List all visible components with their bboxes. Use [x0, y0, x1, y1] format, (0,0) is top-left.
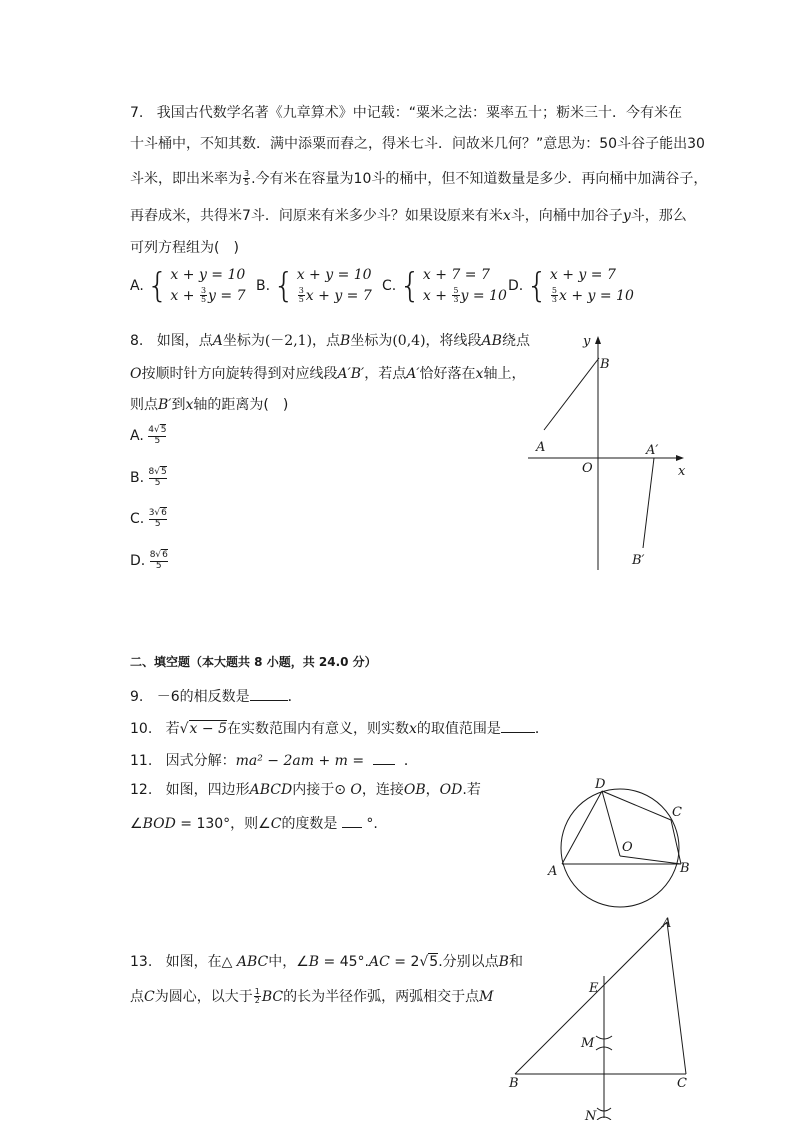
option-label: B. — [256, 277, 271, 294]
q7-line-5 — [130, 241, 239, 255]
q10-text: ． — [534, 721, 549, 737]
circle-symbol-icon: ⊙ — [334, 782, 346, 798]
label-b: B — [509, 1076, 519, 1091]
q13-fraction: $\frac{1}{2}$ — [254, 987, 260, 1006]
q12-var: C — [270, 816, 282, 832]
q7-text-4a: 再舂成米，共得米7斗．问原来有米多少斗？如果设原来有米 — [130, 208, 503, 224]
q8-text: 按顺时针方向旋转得到对应线段 — [141, 366, 338, 382]
q13-var: B — [498, 954, 509, 970]
q11-text: ． — [403, 753, 418, 769]
q10-var: x — [408, 721, 417, 737]
q8-text: 坐标为 — [350, 333, 393, 349]
q7-option-c[interactable] — [382, 267, 507, 305]
q7-var-y: y — [622, 208, 631, 224]
equation-row-1: x + y = 10 — [296, 267, 372, 283]
q13-var: M — [479, 988, 494, 1005]
side-ab — [515, 922, 667, 1074]
q10-radicand: x − 5 — [189, 721, 227, 737]
q8-var: A — [212, 333, 223, 349]
brace-icon: { — [146, 265, 169, 306]
q8-text: 恰好落在 — [419, 366, 476, 382]
q10-text: 在实数范围内有意义，则实数 — [226, 721, 409, 737]
label-x: x — [678, 464, 686, 479]
label-b: B — [680, 861, 690, 876]
option-label: C. — [130, 511, 145, 528]
q10-text: 的取值范围是 — [416, 721, 501, 737]
segment-od — [602, 791, 620, 856]
chord-cb — [671, 820, 681, 864]
q11 — [130, 751, 418, 768]
q12-text: .若 — [462, 782, 481, 798]
q8-var: B′ — [158, 397, 172, 413]
label-o: O — [622, 840, 633, 855]
q8-text: 到 — [171, 397, 186, 413]
option-label: D. — [508, 277, 524, 294]
q12-text: ， — [425, 782, 440, 798]
label-m: M — [581, 1036, 595, 1051]
brace-icon: { — [399, 265, 421, 306]
label-e: E — [589, 981, 599, 996]
q13-number: 13. — [130, 954, 153, 970]
q7-frac-num: 3 — [244, 169, 250, 178]
brace-icon: { — [273, 265, 295, 306]
q12-var: ABCD — [249, 782, 293, 798]
q7-number: 7. — [130, 105, 144, 121]
q12-line-1 — [130, 783, 481, 797]
q7-option-b[interactable] — [256, 267, 372, 305]
option-fraction: 3√6 5 — [148, 508, 167, 529]
q10: 10. 若√x − 5在实数范围内有意义，则实数x的取值范围是 ． — [130, 721, 549, 737]
q12-var: O — [350, 782, 362, 798]
label-a: A — [662, 916, 672, 931]
label-c: C — [672, 805, 682, 820]
brace-icon: { — [526, 265, 548, 306]
side-ac — [667, 922, 686, 1074]
q8-coord-b: (0,4) — [392, 333, 426, 349]
label-n: N — [585, 1109, 597, 1120]
label-a: A — [548, 864, 558, 879]
q12-text: 的度数是 — [281, 816, 338, 832]
q8-option-b[interactable] — [130, 468, 167, 489]
q7-var-x: x — [502, 208, 511, 224]
q12-text: = 130°，则∠ — [175, 816, 271, 832]
label-a: A — [536, 440, 546, 455]
equation-row-2: x + $\frac{3}{5}$ y = 7 — [170, 286, 246, 305]
q13-var: ABC — [236, 954, 269, 970]
option-label: D. — [130, 553, 146, 570]
q7-text-5: 可列方程组为( ) — [130, 240, 239, 256]
q13-var: AC — [369, 954, 390, 970]
label-b-prime: B′ — [632, 553, 645, 568]
q10-number: 10. — [130, 721, 153, 737]
label-o: O — [582, 461, 593, 476]
equation-row-1: x + y = 7 — [549, 267, 616, 283]
q13-triangle-figure — [505, 912, 705, 1120]
q12-answer-blank[interactable] — [342, 814, 362, 828]
q8-text: ，点 — [312, 333, 341, 349]
option-label: C. — [382, 277, 397, 294]
q7-option-a[interactable] — [130, 267, 246, 305]
q8-var: A′ — [406, 366, 420, 382]
q8-coordinate-figure — [520, 330, 700, 580]
q12-var: OD — [439, 782, 463, 798]
q9-answer-blank[interactable] — [250, 687, 288, 701]
q8-line-1 — [130, 334, 530, 348]
q7-option-d[interactable] — [508, 267, 634, 305]
q13-text: 中，∠ — [268, 954, 309, 970]
q8-text: 坐标为 — [222, 333, 265, 349]
q8-option-c[interactable] — [130, 509, 167, 530]
option-label: A. — [130, 428, 144, 445]
q7-line-1 — [130, 106, 682, 120]
q8-text: 如图，点 — [156, 333, 213, 349]
q11-expression: ma² − 2am + m = — [235, 753, 369, 769]
label-c: C — [677, 1076, 687, 1091]
equation-row-1: x + y = 10 — [170, 267, 246, 283]
option-fraction: 8√5 5 — [148, 467, 167, 488]
q13-text: 和 — [508, 954, 523, 970]
segment-ob — [620, 856, 681, 864]
q7-text-4c: 斗，那么 — [630, 208, 687, 224]
q7-line-4 — [130, 209, 687, 223]
q12-circle-figure — [540, 778, 700, 918]
q13-var: B — [308, 954, 320, 970]
q8-var: B — [340, 333, 351, 349]
q12-text: 如图，四边形 — [165, 782, 250, 798]
equation-row-2: $\frac{3}{5}$ x + y = 7 — [298, 286, 372, 305]
x-axis-arrow-icon — [676, 455, 684, 461]
triangle-symbol-icon: △ — [221, 954, 233, 970]
q7-line-2 — [130, 137, 705, 151]
q13-var: BC — [261, 988, 284, 1005]
equation-row-1: x + 7 = 7 — [422, 267, 490, 283]
chord-ad — [562, 791, 602, 864]
q8-line-3 — [130, 398, 288, 412]
option-label: B. — [130, 470, 145, 487]
q8-coord-a: (－2,1) — [264, 333, 313, 349]
q7-fraction — [243, 170, 250, 188]
q8-text: 轴的距离为( ) — [193, 397, 289, 413]
q9-text: ． — [287, 689, 302, 705]
option-fraction: 8√6 5 — [149, 550, 168, 571]
q7-text-3a: 斗米，即出米率为 — [130, 170, 242, 187]
label-d: D — [595, 778, 606, 792]
q8-option-d[interactable] — [130, 551, 168, 572]
q11-number: 11. — [130, 753, 153, 769]
q12-text: ∠ — [130, 816, 143, 832]
q13-var: C — [144, 988, 155, 1005]
y-axis-arrow-icon — [595, 336, 601, 344]
q13-radicand: 5 — [429, 954, 439, 970]
q8-text: ，若点 — [364, 366, 407, 382]
q13-line-1: 13. 如图，在△ ABC中，∠B = 45°.AC = 2√5.分别以点B和 — [130, 954, 523, 970]
q8-var: x — [475, 366, 484, 382]
q10-text: 若 — [165, 721, 180, 737]
option-label: A. — [130, 277, 144, 294]
segment-ab — [544, 358, 599, 430]
q7-text-4b: 斗，向桶中加谷子 — [510, 208, 623, 224]
label-y: y — [583, 334, 591, 349]
q8-var: A′B′ — [337, 366, 365, 382]
q13-line-2 — [130, 988, 493, 1006]
equation-row-2: x + $\frac{5}{3}$ y = 10 — [422, 286, 507, 305]
q8-option-a[interactable] — [130, 426, 166, 447]
label-a-prime: A′ — [646, 443, 659, 458]
circle-o — [561, 789, 679, 907]
q8-line-2 — [130, 367, 525, 381]
q7-text-1: 我国古代数学名著《九章算术》中记载：“粟米之法：粟率五十；粝米三十．今有米在 — [156, 105, 682, 121]
q13-text: 点 — [130, 988, 144, 1005]
equation-row-2: $\frac{5}{3}$ x + y = 10 — [551, 286, 634, 305]
q9-number: 9. — [130, 689, 144, 705]
q7-line-3 — [130, 170, 707, 188]
label-b: B — [600, 357, 610, 372]
q13-text: = 2 — [389, 954, 420, 970]
q12-text: °. — [366, 816, 378, 832]
q10-answer-blank[interactable] — [501, 719, 535, 733]
q7-text-2: 十斗桶中，不知其数．满中添粟而舂之，得米七斗．问故米几何？”意思为：50斗谷子能出30 — [130, 136, 705, 152]
q8-var: O — [130, 366, 142, 382]
q8-text: 则点 — [130, 397, 158, 413]
q8-text: 轴上， — [483, 366, 526, 382]
q13-text: .分别以点 — [438, 954, 499, 970]
q7-frac-den: 5 — [244, 178, 250, 188]
q9-text: －6的相反数是 — [156, 689, 250, 705]
q13-text: 如图，在 — [165, 954, 222, 970]
section-title: 二、填空题（本大题共 8 小题，共 24.0 分） — [130, 655, 377, 669]
q8-var: x — [185, 397, 194, 413]
q12-var: BOD — [142, 816, 176, 832]
q11-text: 因式分解： — [165, 753, 236, 769]
q12-text: ，连接 — [361, 782, 404, 798]
q13-text: 为圆心，以大于 — [154, 988, 253, 1005]
q7-text-3b: .今有米在容量为10斗的桶中，但不知道数量是多少．再向桶中加满谷子， — [251, 170, 708, 187]
q8-var: AB — [481, 333, 502, 349]
q13-text: = 45°. — [319, 954, 369, 970]
q8-text: ，将线段 — [425, 333, 482, 349]
q12-var: OB — [403, 782, 426, 798]
q9 — [130, 687, 302, 704]
q12-line-2 — [130, 814, 378, 831]
option-fraction: 4√5 5 — [148, 425, 167, 446]
q12-number: 12. — [130, 782, 153, 798]
segment-apbp — [643, 458, 654, 548]
q8-text: 绕点 — [501, 333, 530, 349]
q13-text: 的长为半径作弧，两弧相交于点 — [283, 988, 480, 1005]
q12-text: 内接于 — [292, 782, 335, 798]
q8-number: 8. — [130, 333, 144, 349]
q11-answer-blank[interactable] — [373, 751, 395, 765]
